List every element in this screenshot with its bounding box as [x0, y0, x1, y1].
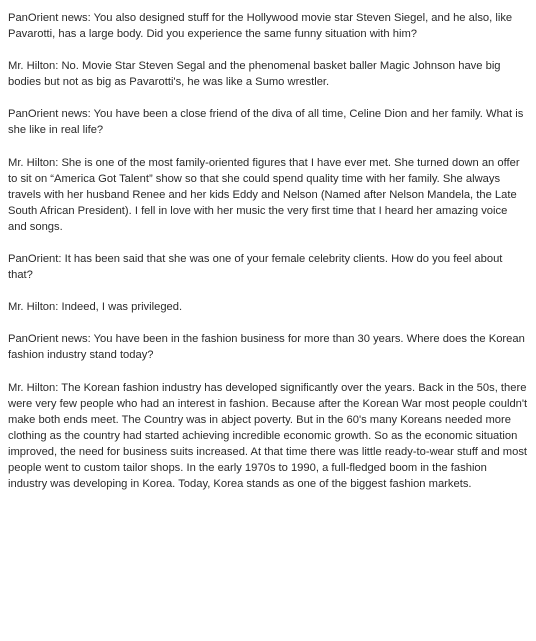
- question-paragraph: PanOrient: It has been said that she was one of your female celebrity clients. How do you feel about that?: [8, 253, 503, 282]
- answer-paragraph: Mr. Hilton: No. Movie Star Steven Segal and the phenomenal basket baller Magic Johnson have big bodies but not as big as Pavarotti's, he was like a Sumo wrestler.: [8, 60, 501, 89]
- answer-paragraph: Mr. Hilton: Indeed, I was privileged.: [8, 301, 183, 314]
- question-paragraph: PanOrient news: You have been in the fashion business for more than 30 years. Where does the Korean fashion industry stand today?: [8, 333, 525, 362]
- answer-paragraph: Mr. Hilton: She is one of the most family-oriented figures that I have ever met. She turned down an offer to sit on “America Got Talent” show so that she could spend quality time with her family. She always travels with her husband Renee and her kids Eddy and Nelson (Named after Nelson Mandela, the Late South African President). I fell in love with her music the very first time that I heard her amazing voice and songs.: [8, 156, 520, 233]
- question-paragraph: PanOrient news: You also designed stuff for the Hollywood movie star Steven Siegel, and he also, like Pavarotti, has a large body. Did you experience the same funny situation with him?: [8, 12, 513, 41]
- answer-paragraph: Mr. Hilton: The Korean fashion industry has developed significantly over the years. Back in the 50s, there were very few people who had an interest in fashion. Because after the Korean War most people couldn't make both ends meet. The Country was in abject poverty. But in the 60's many Koreans needed more clothing as the country had started achieving incredible economic growth. So as the economic situation improved, the need for business suits increased. At that time there was little ready-to-wear stuff and most people went to custom tailor shops. In the early 1970s to 1990, a full-fledged boom in the fashion industry was developing in Korea. Today, Korea stands as one of the biggest fashion markets.: [8, 381, 528, 491]
- question-paragraph: PanOrient news: You have been a close friend of the diva of all time, Celine Dion and her family. What is she like in real life?: [8, 108, 524, 137]
- interview-text: [8, 10, 528, 492]
